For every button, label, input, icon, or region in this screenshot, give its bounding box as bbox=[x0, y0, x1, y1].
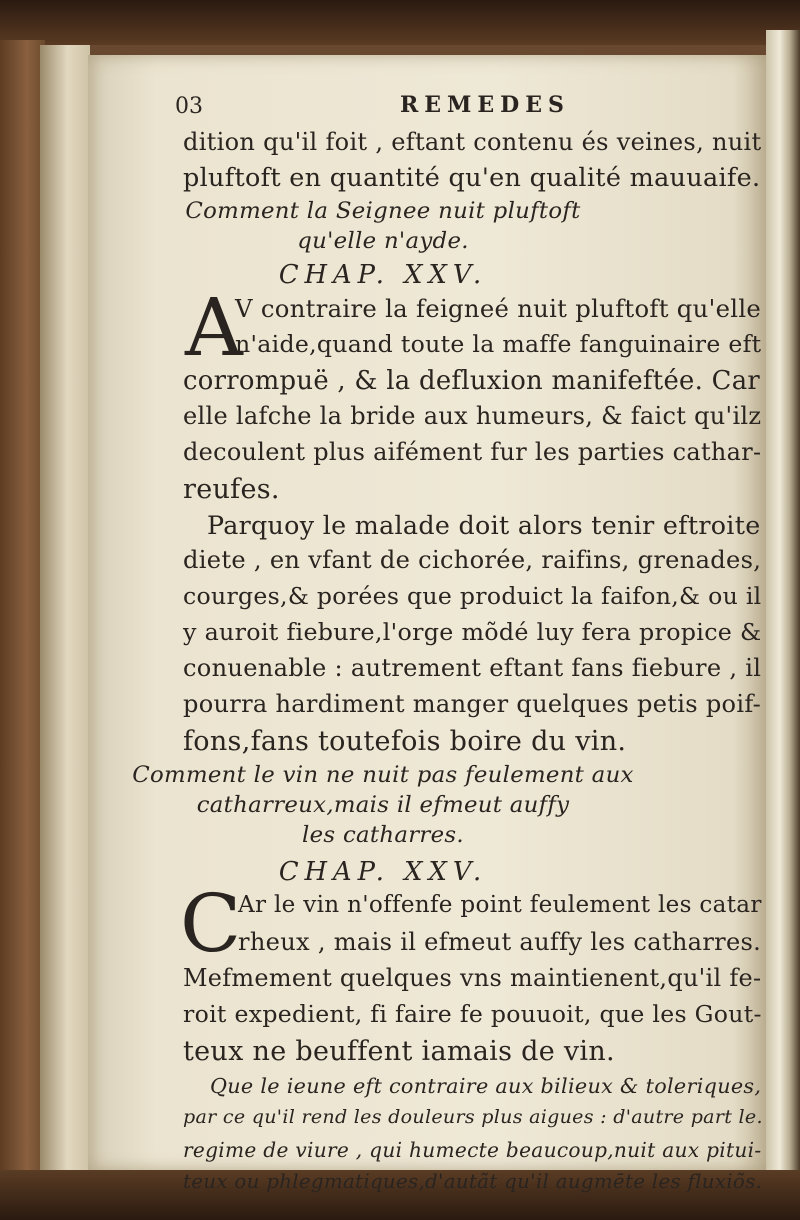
text-line: n'aide,quand toute la maffe fanguinaire eft bbox=[235, 330, 762, 358]
text-line: corrompuë , & la defluxion manifeftée. Car bbox=[183, 366, 761, 396]
text-line: Mefmement quelques vns maintienent,qu'il fe- bbox=[183, 964, 762, 992]
text-line: conuenable : autrement eftant fans fiebure , il bbox=[183, 654, 762, 682]
page-number: 03 bbox=[175, 94, 203, 119]
book-top-edge bbox=[0, 0, 800, 45]
drop-capital: C bbox=[180, 877, 242, 970]
italic-line: Que le ieune eft contraire aux bilieux & toleriques, bbox=[210, 1074, 762, 1098]
text-line: pluftoft en quantité qu'en qualité mauuaife. bbox=[183, 163, 761, 193]
chapter-heading: catharreux,mais il efmeut auffy bbox=[196, 792, 570, 818]
text-line: decoulent plus aifément fur les parties cathar- bbox=[183, 438, 762, 466]
text-line: Parquoy le malade doit alors tenir eftroite bbox=[207, 510, 761, 540]
text-line: fons,fans toutefois boire du vin. bbox=[183, 726, 627, 757]
text-line: reufes. bbox=[183, 474, 280, 505]
text-line: courges,& porées que produict la faifon,& ou il bbox=[183, 582, 762, 610]
text-line: diete , en vfant de cichorée, raifins, grenades, bbox=[183, 546, 762, 574]
text-line: dition qu'il foit , eftant contenu és veines, nuit bbox=[183, 128, 762, 156]
text-line: y auroit fiebure,l'orge mõdé luy fera propice & bbox=[183, 618, 762, 646]
text-line: teux ne beuffent iamais de vin. bbox=[183, 1036, 615, 1067]
chapter-heading: Comment le vin ne nuit pas feulement aux bbox=[132, 762, 634, 788]
drop-capital: A bbox=[185, 281, 243, 374]
text-line: rheux , mais il efmeut auffy les catharres. bbox=[238, 928, 762, 956]
chapter-number: CHAP. XXV. bbox=[278, 260, 488, 290]
italic-line: regime de viure , qui humecte beaucoup,nuit aux pitui- bbox=[183, 1138, 762, 1162]
text-line: elle lafche la bride aux humeurs, & faict qu'ilz bbox=[183, 402, 762, 430]
running-title: REMEDES bbox=[400, 92, 570, 118]
text-line: Ar le vin n'offenfe point feulement les catar bbox=[238, 892, 762, 918]
chapter-heading: Comment la Seignee nuit pluftoft bbox=[185, 198, 581, 224]
text-line: roit expedient, fi faire fe pouuoit, que les Gout- bbox=[183, 1000, 762, 1028]
text-line: pourra hardiment manger quelques petis poif- bbox=[183, 690, 762, 718]
chapter-heading: qu'elle n'ayde. bbox=[297, 228, 469, 254]
italic-line: par ce qu'il rend les douleurs plus aigues : d'autre part le. bbox=[183, 1106, 763, 1128]
page-edges-right bbox=[766, 30, 800, 1200]
italic-line: teux ou phlegmatiques,d'autãt qu'il augmēte les fluxiõs. bbox=[183, 1170, 763, 1193]
chapter-heading: les catharres. bbox=[302, 822, 464, 848]
text-line: V contraire la feigneé nuit pluftoft qu'elle bbox=[235, 294, 762, 323]
chapter-number: CHAP. XXV. bbox=[278, 857, 488, 887]
